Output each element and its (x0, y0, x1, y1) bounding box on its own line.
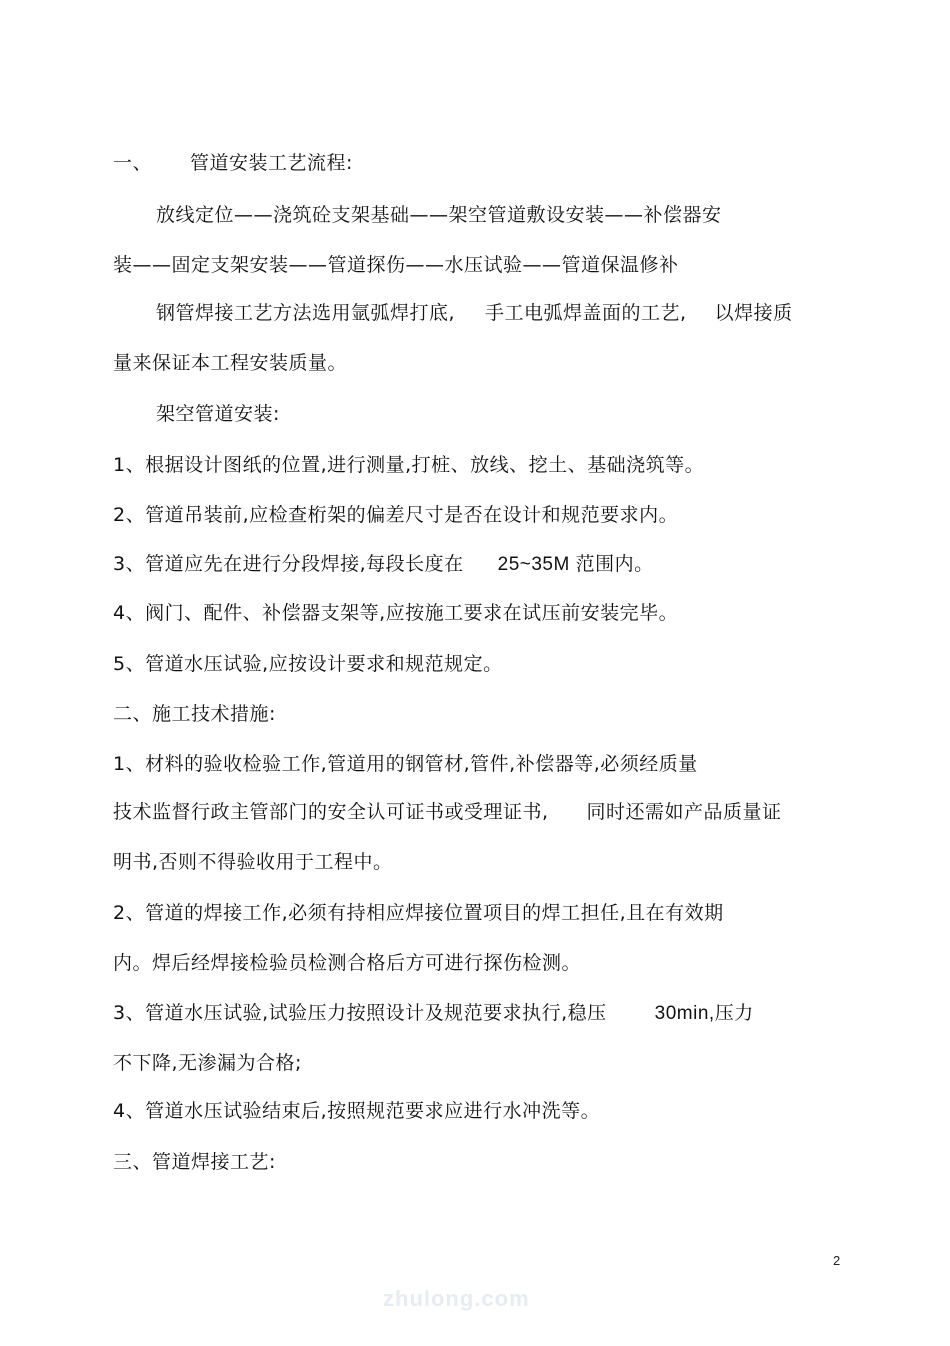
overhead-item-3-range: 25~35M 范围内。 (497, 554, 654, 575)
overhead-item-3-text: 3、管道应先在进行分段焊接,每段长度在 (113, 553, 464, 575)
weld-method-part-c: 以焊接质 (714, 302, 793, 324)
overhead-title: 架空管道安装: (156, 403, 280, 425)
heading-1 (113, 150, 353, 176)
heading-1-number: 一、 (113, 152, 153, 174)
tech-item-1-line-2-b: 同时还需如产品质量证 (586, 801, 782, 823)
tech-item-4: 4、管道水压试验结束后,按照规范要求应进行水冲洗等。 (113, 1100, 601, 1122)
overhead-item-4: 4、阀门、配件、补偿器支架等,应按施工要求在试压前安装完毕。 (113, 602, 679, 624)
tech-item-3-line-1-a: 3、管道水压试验,试验压力按照设计及规范要求执行,稳压 (113, 1002, 607, 1024)
tech-item-3-line-1-b: 30min,压力 (654, 1003, 754, 1024)
tech-item-1-line-2-a: 技术监督行政主管部门的安全认可证书或受理证书, (113, 801, 549, 823)
overhead-item-1: 1、根据设计图纸的位置,进行测量,打桩、放线、挖土、基础浇筑等。 (113, 454, 705, 476)
heading-3: 三、管道焊接工艺: (113, 1151, 276, 1173)
tech-item-1-line-1: 1、材料的验收检验工作,管道用的钢管材,管件,补偿器等,必须经质量 (113, 753, 698, 775)
weld-method-line-1 (156, 300, 793, 326)
tech-item-3-line-2: 不下降,无渗漏为合格; (113, 1052, 302, 1074)
overhead-item-3 (113, 551, 654, 578)
tech-item-1-line-3: 明书,否则不得验收用于工程中。 (113, 851, 393, 873)
weld-method-line-2: 量来保证本工程安装质量。 (113, 352, 348, 374)
heading-2: 二、施工技术措施: (113, 703, 276, 725)
weld-method-part-b: 手工电弧焊盖面的工艺, (485, 302, 687, 324)
watermark: zhulong.com (383, 1286, 530, 1311)
tech-item-2-line-2: 内。焊后经焊接检验员检测合格后方可进行探伤检测。 (113, 952, 582, 974)
tech-item-3-line-1 (113, 1000, 754, 1027)
flow-line-1: 放线定位——浇筑砼支架基础——架空管道敷设安装——补偿器安 (156, 204, 722, 226)
overhead-item-5: 5、管道水压试验,应按设计要求和规范规定。 (113, 653, 503, 675)
overhead-item-2: 2、管道吊装前,应检查桁架的偏差尺寸是否在设计和规范要求内。 (113, 504, 679, 526)
flow-line-2: 装——固定支架安装——管道探伤——水压试验——管道保温修补 (113, 254, 679, 276)
heading-1-text: 管道安装工艺流程: (190, 152, 353, 174)
tech-item-1-line-2 (113, 799, 782, 825)
tech-item-2-line-1: 2、管道的焊接工作,必须有持相应焊接位置项目的焊工担任,且在有效期 (113, 902, 724, 924)
weld-method-part-a: 钢管焊接工艺方法选用氩弧焊打底, (156, 302, 456, 324)
page-number: 2 (833, 1253, 841, 1268)
